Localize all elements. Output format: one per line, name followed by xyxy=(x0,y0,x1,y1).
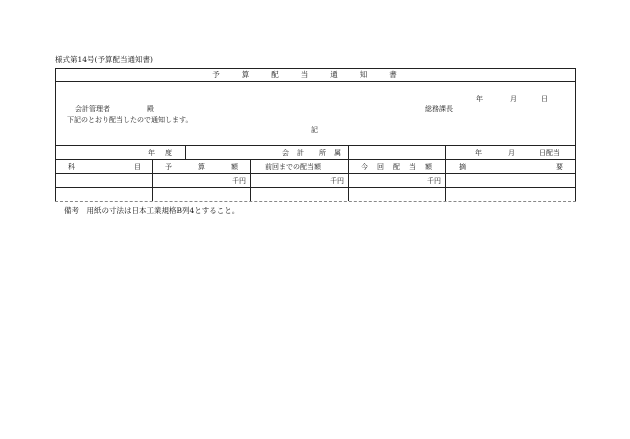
accounting-label-2: 計 xyxy=(297,149,304,157)
form-number-label: 様式第14号(予算配当通知書) xyxy=(55,55,153,64)
addressee-role: 会計管理者 xyxy=(75,105,110,113)
date-year: 年 xyxy=(476,95,483,103)
header-tekiyo-1: 摘 xyxy=(459,163,466,171)
header-konkai-5: 額 xyxy=(425,163,432,171)
unit-konkai: 千円 xyxy=(427,177,441,185)
remark-note: 備考 用紙の寸法は日本工業規格B列4とすること。 xyxy=(64,206,240,215)
header-konkai-3: 配 xyxy=(393,163,400,171)
allot-date-year: 年 xyxy=(475,149,482,157)
department-label-1: 所 xyxy=(319,149,326,157)
rule-v-col2 xyxy=(250,159,251,201)
date-month: 月 xyxy=(510,95,517,103)
accounting-label-1: 会 xyxy=(282,149,289,157)
fiscal-year-label-1: 年 xyxy=(148,149,155,157)
allot-date-day: 日配当 xyxy=(539,149,560,157)
rule-row3-bottom xyxy=(55,187,576,188)
unit-yosangaku: 千円 xyxy=(232,177,246,185)
header-kamoku-2: 目 xyxy=(134,163,141,171)
addressee-honorific: 殿 xyxy=(147,105,154,113)
issuer: 総務課長 xyxy=(425,105,453,113)
header-yosan-1: 予 xyxy=(165,163,172,171)
rule-row2-bottom xyxy=(55,173,576,174)
rule-row1-bottom xyxy=(55,159,576,160)
fiscal-year-label-2: 度 xyxy=(165,149,172,157)
header-yosan-2: 算 xyxy=(198,163,205,171)
notice-form-frame xyxy=(55,68,576,201)
rule-v-col1 xyxy=(152,159,153,201)
header-konkai-1: 今 xyxy=(361,163,368,171)
notice-text: 下記のとおり配当したので通知します。 xyxy=(67,116,193,124)
rule-body-bottom xyxy=(55,145,576,146)
rule-v-col4 xyxy=(445,159,446,201)
form-title: 予算配当通知書 xyxy=(212,70,419,79)
date-day: 日 xyxy=(541,95,548,103)
department-label-2: 属 xyxy=(334,149,341,157)
rule-v-row1-b xyxy=(348,145,349,159)
unit-zenkai: 千円 xyxy=(330,177,344,185)
rule-v-col3 xyxy=(348,159,349,201)
header-yosan-3: 額 xyxy=(231,163,238,171)
header-kamoku-1: 科 xyxy=(68,163,75,171)
header-tekiyo-2: 要 xyxy=(556,163,563,171)
header-konkai-2: 回 xyxy=(377,163,384,171)
form-cut-edge xyxy=(55,201,576,202)
rule-v-row1-a xyxy=(185,145,186,159)
allot-date-month: 月 xyxy=(508,149,515,157)
ki-mark: 記 xyxy=(311,126,318,134)
header-zenkai: 前回までの配当額 xyxy=(265,163,321,171)
rule-v-row1-c xyxy=(445,145,446,159)
rule-title-bottom xyxy=(55,81,576,82)
header-konkai-4: 当 xyxy=(409,163,416,171)
